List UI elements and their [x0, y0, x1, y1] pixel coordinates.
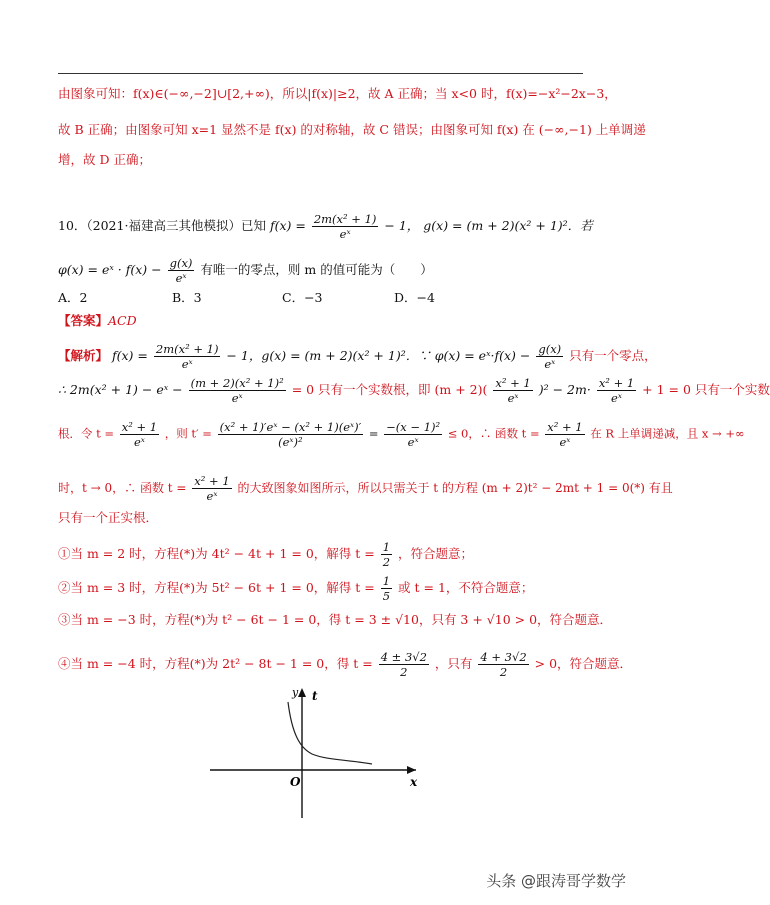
question-stem-line-1: [58, 212, 593, 241]
phi-denominator: eˣ: [175, 271, 187, 285]
phi-numerator: g(x): [169, 256, 193, 270]
question-lead: 已知: [240, 218, 266, 233]
top-divider: [58, 73, 583, 74]
analysis-line-3: [58, 420, 745, 449]
answer-value: ACD: [108, 313, 137, 328]
option-d: D．−4: [394, 290, 435, 305]
case-4-num2: 4 + 3√2: [480, 650, 527, 664]
x-axis-arrow-icon: [407, 766, 416, 774]
case-4-frac2: [478, 650, 528, 679]
analysis-l4-b: 的大致图象如图所示，所以只需关于 t 的方程 (m + 2)t² − 2mt + 1 = 0(*) 有且: [237, 481, 673, 495]
case-4-den2: 2: [499, 665, 508, 679]
analysis-l2-frac2: [493, 376, 532, 405]
option-b: B．3: [172, 290, 202, 305]
analysis-l3-e: 在 R 上单调递减，且 x → +∞: [590, 426, 745, 441]
f-numerator: 2m(x² + 1): [313, 212, 377, 226]
case-2-b: 或 t = 1，不符合题意；: [398, 580, 534, 595]
phi-fraction: [168, 256, 195, 285]
option-a: A．2: [58, 290, 88, 305]
analysis-l2-d: + 1 = 0 只有一个实数: [642, 382, 770, 397]
analysis-tag: 【解析】: [58, 348, 109, 363]
case-4-den: 2: [400, 665, 408, 679]
analysis-l1-den: eˣ: [181, 357, 193, 371]
analysis-l1-num: 2m(x² + 1): [155, 342, 219, 356]
analysis-line-5: 只有一个正实根．: [58, 510, 159, 525]
case-4-a: ④当 m = −4 时，方程(*)为 2t² − 8t − 1 = 0，得 t =: [58, 656, 373, 671]
analysis-l2-num: (m + 2)(x² + 1)²: [190, 376, 284, 390]
case-2-den: 5: [382, 589, 391, 603]
f-definition-tail: − 1，: [384, 218, 420, 233]
f-denominator: eˣ: [339, 227, 351, 241]
analysis-l2-frac3: [597, 376, 636, 405]
analysis-l3-num2: (x² + 1)′eˣ − (x² + 1)(eˣ)′: [219, 420, 362, 434]
t-decay-graph: [200, 682, 430, 822]
f-definition-lhs: f(x) =: [269, 218, 306, 233]
analysis-l3-num4: x² + 1: [547, 420, 583, 434]
analysis-l3-a: 根．令 t =: [58, 426, 115, 441]
analysis-l2-den: eˣ: [231, 391, 243, 405]
case-2-frac: [381, 574, 392, 603]
case-4-c: > 0，符合题意．: [534, 656, 633, 671]
case-1: [58, 540, 473, 569]
case-4-frac: [379, 650, 429, 679]
case-1-a: ①当 m = 2 时，方程(*)为 4t² − 4t + 1 = 0，解得 t =: [58, 546, 375, 561]
phi-lhs: φ(x) = eˣ · f(x) −: [58, 262, 162, 277]
y-axis-arrow-icon: [298, 688, 306, 697]
analysis-l3-frac4: [545, 420, 584, 449]
analysis-l4-a: 时，t → 0，∴ 函数 t =: [58, 481, 187, 495]
case-3: ③当 m = −3 时，方程(*)为 t² − 6t − 1 = 0，得 t = 3 ± √10，只有 3 + √10 > 0，符合题意．: [58, 612, 613, 627]
analysis-l3-d: ≤ 0，∴ 函数 t =: [447, 426, 540, 441]
case-4: [58, 650, 632, 679]
analysis-l1-num2: g(x): [538, 342, 562, 356]
case-1-frac: [381, 540, 392, 569]
analysis-line-4: [58, 474, 673, 503]
question-stem-line-2: [58, 256, 433, 285]
analysis-l3-num3: −(x − 1)²: [386, 420, 441, 434]
analysis-l3-den: eˣ: [133, 435, 145, 449]
analysis-l3-frac3: [384, 420, 442, 449]
analysis-l1-a: f(x) =: [112, 348, 148, 363]
analysis-l2-b: = 0 只有一个实数根，即 (m + 2)(: [291, 382, 488, 397]
t-axis-label: t: [312, 689, 318, 703]
phi-tail: 有唯一的零点，则 m 的值可能为（ ）: [200, 262, 433, 277]
option-c: C．−3: [282, 290, 323, 305]
case-2-a: ②当 m = 3 时，方程(*)为 5t² − 6t + 1 = 0，解得 t =: [58, 580, 375, 595]
g-definition: g(x) = (m + 2)(x² + 1)²．若: [423, 218, 593, 233]
analysis-line-1: [58, 342, 657, 371]
case-2-num: 1: [382, 574, 391, 588]
t-curve: [288, 702, 372, 764]
analysis-l1-b: − 1，g(x) = (m + 2)(x² + 1)²．∵ φ(x) = eˣ·f(x) −: [226, 348, 531, 363]
question-source: （2021·福建高三其他模拟）: [86, 218, 241, 233]
analysis-l2-num2: x² + 1: [495, 376, 531, 390]
analysis-l2-num3: x² + 1: [598, 376, 635, 390]
f-fraction: [312, 212, 379, 241]
y-axis-label: y: [292, 686, 299, 699]
analysis-l1-frac2: [536, 342, 563, 371]
case-1-num: 1: [382, 540, 391, 554]
analysis-l2-c: )² − 2m·: [538, 382, 591, 397]
analysis-l3-c: =: [368, 426, 379, 441]
analysis-l3-num: x² + 1: [121, 420, 158, 434]
case-1-b: ，符合题意；: [398, 546, 474, 561]
x-axis-label: x: [410, 775, 418, 789]
analysis-l4-frac: [192, 474, 231, 503]
question-number: 10．: [58, 218, 87, 233]
analysis-l3-den3: eˣ: [407, 435, 419, 449]
analysis-l2-frac: [189, 376, 286, 405]
watermark: 头条 @跟涛哥学数学: [486, 872, 626, 890]
analysis-l1-frac: [154, 342, 221, 371]
answer-tag: 【答案】: [58, 313, 109, 328]
prev-solution-line-1: 由图象可知：f(x)∈(−∞,−2]∪[2,+∞)，所以|f(x)|≥2，故 A 正确；当 x<0 时，f(x)=−x²−2x−3，: [58, 86, 617, 101]
analysis-l2-den2: eˣ: [507, 391, 519, 405]
case-4-b: ，只有: [434, 656, 473, 671]
case-2: [58, 574, 533, 603]
analysis-l1-den2: eˣ: [544, 357, 556, 371]
origin-label: O: [290, 775, 301, 789]
analysis-l3-den4: eˣ: [559, 435, 571, 449]
analysis-l1-c: 只有一个零点，: [569, 348, 657, 363]
analysis-l3-den2: (eˣ)²: [278, 435, 303, 449]
analysis-l2-den3: eˣ: [611, 391, 622, 405]
case-4-num: 4 ± 3√2: [380, 650, 427, 664]
analysis-l2-a: ∴ 2m(x² + 1) − eˣ −: [58, 382, 183, 397]
analysis-l4-den: eˣ: [206, 489, 218, 503]
analysis-line-2: [58, 376, 770, 405]
case-1-den: 2: [382, 555, 391, 569]
analysis-l3-b: ，则 t′ =: [164, 426, 212, 441]
prev-solution-line-3: 增，故 D 正确；: [58, 152, 151, 167]
analysis-l4-num: x² + 1: [194, 474, 230, 488]
analysis-l3-frac: [120, 420, 159, 449]
analysis-l3-frac2: [218, 420, 364, 449]
answer-line: [58, 313, 137, 329]
prev-solution-line-2: 故 B 正确；由图象可知 x=1 显然不是 f(x) 的对称轴，故 C 错误；由图象可知 f(x) 在 (−∞,−1) 上单调递: [58, 122, 646, 137]
